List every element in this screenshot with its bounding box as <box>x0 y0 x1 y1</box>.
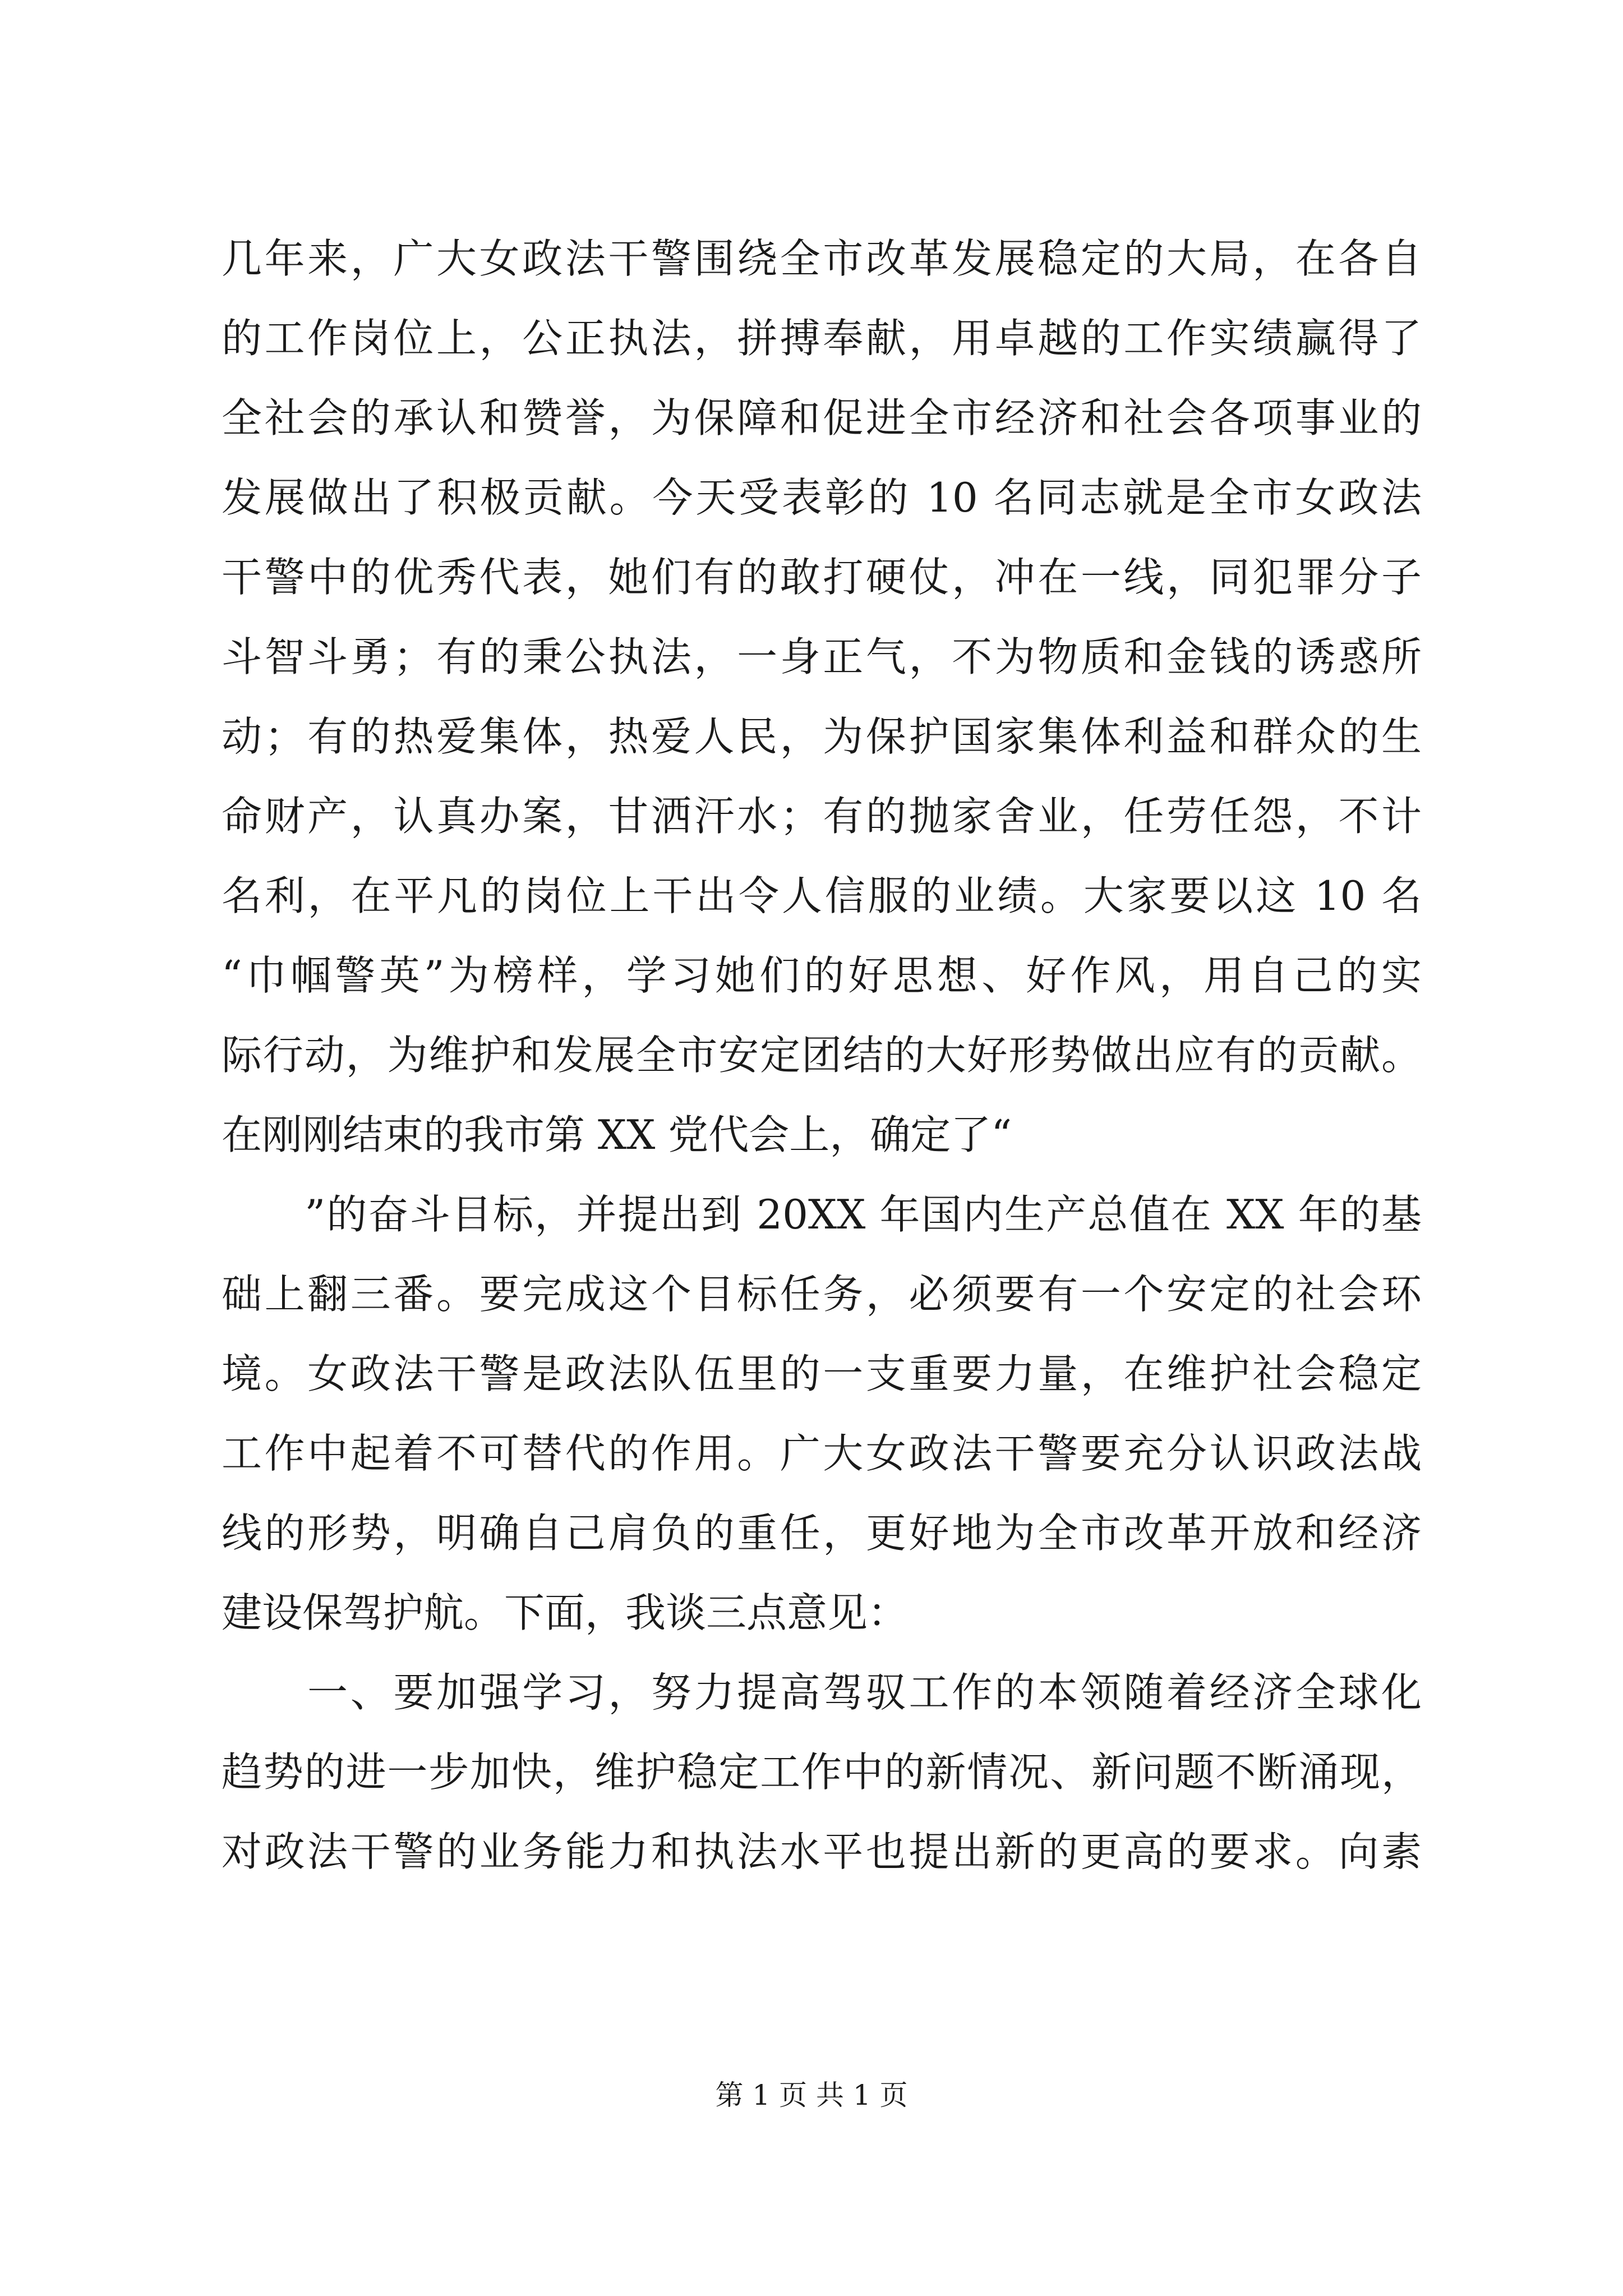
page-footer: 第 1 页 共 1 页 <box>715 2079 908 2111</box>
document-body <box>222 219 1422 1892</box>
text-line: 际行动，为维护和发展全市安定团结的大好形势做出应有的贡献。 <box>222 1032 1422 1079</box>
text-line: 建设保驾护航。下面，我谈三点意见： <box>222 1589 909 1636</box>
text-line: 一、要加强学习，努力提高驾驭工作的本领随着经济全球化 <box>222 1669 1422 1716</box>
text-line: 境。女政法干警是政法队伍里的一支重要力量，在维护社会稳定 <box>222 1350 1422 1397</box>
text-line: 趋势的进一步加快，维护稳定工作中的新情况、新问题不断涌现， <box>222 1749 1422 1796</box>
text-line: ”的奋斗目标，并提出到 20XX 年国内生产总值在 XX 年的基 <box>222 1191 1422 1238</box>
text-line: 对政法干警的业务能力和执法水平也提出新的更高的要求。向素 <box>222 1828 1422 1875</box>
text-line: 发展做出了积极贡献。今天受表彰的 10 名同志就是全市女政法 <box>222 474 1422 521</box>
text-line: 础上翻三番。要完成这个目标任务，必须要有一个安定的社会环 <box>222 1271 1422 1318</box>
text-line: “巾帼警英”为榜样，学习她们的好思想、好作风，用自己的实 <box>222 952 1422 999</box>
text-line: 斗智斗勇；有的秉公执法，一身正气，不为物质和金钱的诱惑所 <box>222 633 1422 680</box>
text-line: 线的形势，明确自己肩负的重任，更好地为全市改革开放和经济 <box>222 1510 1422 1557</box>
text-line: 干警中的优秀代表，她们有的敢打硬仗，冲在一线，同犯罪分子 <box>222 554 1422 601</box>
text-line: 工作中起着不可替代的作用。广大女政法干警要充分认识政法战 <box>222 1430 1422 1477</box>
text-line: 名利，在平凡的岗位上干出令人信服的业绩。大家要以这 10 名 <box>222 872 1422 919</box>
text-line: 全社会的承认和赞誉，为保障和促进全市经济和社会各项事业的 <box>222 394 1422 441</box>
text-line: 的工作岗位上，公正执法，拼搏奉献，用卓越的工作实绩赢得了 <box>222 315 1422 362</box>
text-line: 几年来，广大女政法干警围绕全市改革发展稳定的大局，在各自 <box>222 235 1422 282</box>
text-line: 动；有的热爱集体，热爱人民，为保护国家集体利益和群众的生 <box>222 713 1422 760</box>
text-line: 命财产，认真办案，甘洒汗水；有的抛家舍业，任劳任怨，不计 <box>222 793 1422 840</box>
text-line: 在刚刚结束的我市第 XX 党代会上，确定了“ <box>222 1111 1012 1158</box>
